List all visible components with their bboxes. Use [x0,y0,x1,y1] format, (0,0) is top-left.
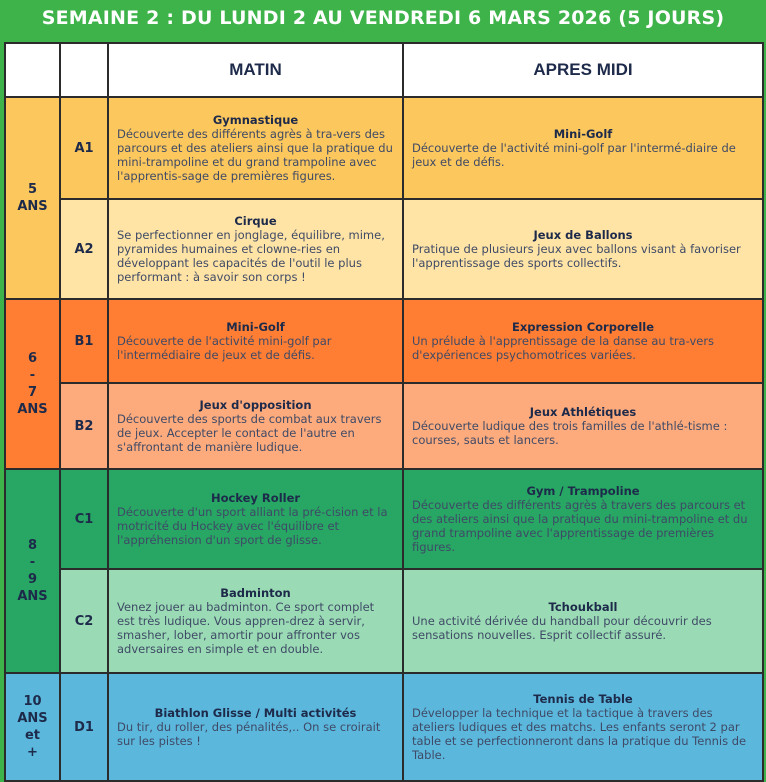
activity-title: Jeux Athlétiques [529,405,637,419]
activity-description: Découverte d'un sport alliant la pré-cision et la motricité du Hockey avec l'équilibre et l'appréhension d'un sport de glisse. [117,505,388,547]
activity-description: Découverte de l'activité mini-golf par l'intermédiaire de jeux et de défis. [117,334,332,362]
activity-description: Découverte ludique des trois familles de l'athlé-tisme : courses, sauts et lancers. [412,419,728,447]
age-line: - [29,555,36,570]
header-matin: MATIN [108,43,403,97]
activity-title: Mini-Golf [553,127,613,141]
code-a1: A1 [60,97,108,199]
activity-title: Gym / Trampoline [526,484,640,498]
activity-title: Jeux d'opposition [199,398,312,412]
morning-activity [108,199,403,299]
activity-title: Badminton [220,586,291,600]
age-line: 10 [23,694,42,709]
age-line: ANS [17,402,48,417]
activity-description: Une activité dérivée du handball pour découvrir des sensations nouvelles. Esprit collectif assuré. [412,614,712,642]
row-a2 [5,199,763,299]
afternoon-activity [403,469,763,569]
afternoon-activity [403,569,763,673]
age-line: 5 [27,182,38,197]
activity-description: Venez jouer au badminton. Ce sport complet est très ludique. Vous appren-drez à servir, smasher, lober, amortir pour affronter vos adversaires en simple et en double. [117,600,375,656]
afternoon-activity [403,97,763,199]
age-line: et [24,728,41,743]
activity-description: Se perfectionner en jonglage, équilibre, mime, pyramides humaines et clowne-ries en développant les capacités de l'outil le plus performant : à savoir son corps ! [117,228,385,284]
activity-description: Découverte de l'activité mini-golf par l'intermé-diaire de jeux et de défis. [412,141,736,169]
header-apres-midi: APRES MIDI [403,43,763,97]
morning-activity [108,97,403,199]
morning-activity [108,673,403,781]
activity-title: Tennis de Table [533,692,633,706]
corner-cell [5,43,60,97]
row-c2 [5,569,763,673]
afternoon-activity [403,673,763,781]
code-a2: A2 [60,199,108,299]
age-line: 6 [27,351,38,366]
code-b2: B2 [60,383,108,469]
age-line: + [27,745,38,760]
activity-title: Jeux de Ballons [533,228,633,242]
age-line: ANS [17,199,48,214]
row-b1 [5,299,763,383]
morning-activity [108,383,403,469]
activity-description: Pratique de plusieurs jeux avec ballons visant à favoriser l'apprentissage des sports collectifs. [412,242,741,270]
afternoon-activity [403,383,763,469]
age-group-10-plus [5,673,60,781]
morning-activity [108,569,403,673]
age-group-5 [5,97,60,299]
code-c2: C2 [60,569,108,673]
age-line: 7 [27,385,38,400]
age-line: 8 [27,538,38,553]
activity-description: Découverte des sports de combat aux travers de jeux. Accepter le contact de l'autre en s'affrontant de manière ludique. [117,412,382,454]
morning-activity [108,469,403,569]
age-line: ANS [17,589,48,604]
code-c1: C1 [60,469,108,569]
activity-title: Cirque [234,214,277,228]
code-b1: B1 [60,299,108,383]
activity-title: Mini-Golf [226,320,285,334]
age-line: ANS [17,711,48,726]
activity-description: Un prélude à l'apprentissage de la danse au tra-vers d'expériences psychomotrices variées. [412,334,715,362]
schedule-table [4,42,764,782]
afternoon-activity [403,199,763,299]
afternoon-activity [403,299,763,383]
activity-title: Biathlon Glisse / Multi activités [154,706,357,720]
row-a1 [5,97,763,199]
page-title: SEMAINE 2 : DU LUNDI 2 AU VENDREDI 6 MARS 2026 (5 JOURS) [41,7,725,29]
age-line: - [29,368,36,383]
activity-description: Découverte des différents agrès à travers des parcours et des ateliers ainsi que la pratique du mini-trampoline et du grand trampoline avec l'apprentissage de premières figures. [412,498,748,554]
activity-title: Hockey Roller [210,491,301,505]
code-d1: D1 [60,673,108,781]
row-d1 [5,673,763,781]
row-c1 [5,469,763,569]
activity-title: Gymnastique [212,113,299,127]
activity-title: Tchoukball [548,600,618,614]
age-group-8-9 [5,469,60,673]
age-line: 9 [27,572,38,587]
activity-description: Développer la technique et la tactique à travers des ateliers ludiques et des matchs. Les enfants seront 2 par table et se perfectionneront dans la pratique du Tennis de Table. [412,706,747,762]
header-row [5,43,763,97]
age-group-6-7 [5,299,60,469]
row-b2 [5,383,763,469]
activity-description: Du tir, du roller, des pénalités,.. On se croirait sur les pistes ! [117,720,381,748]
corner-cell [60,43,108,97]
morning-activity [108,299,403,383]
activity-description: Découverte des différents agrès à tra-vers des parcours et des ateliers ainsi que la pratique du mini-trampoline et du grand trampoline avec l'apprentis-sage de premières figures. [117,127,393,183]
activity-title: Expression Corporelle [512,320,654,334]
